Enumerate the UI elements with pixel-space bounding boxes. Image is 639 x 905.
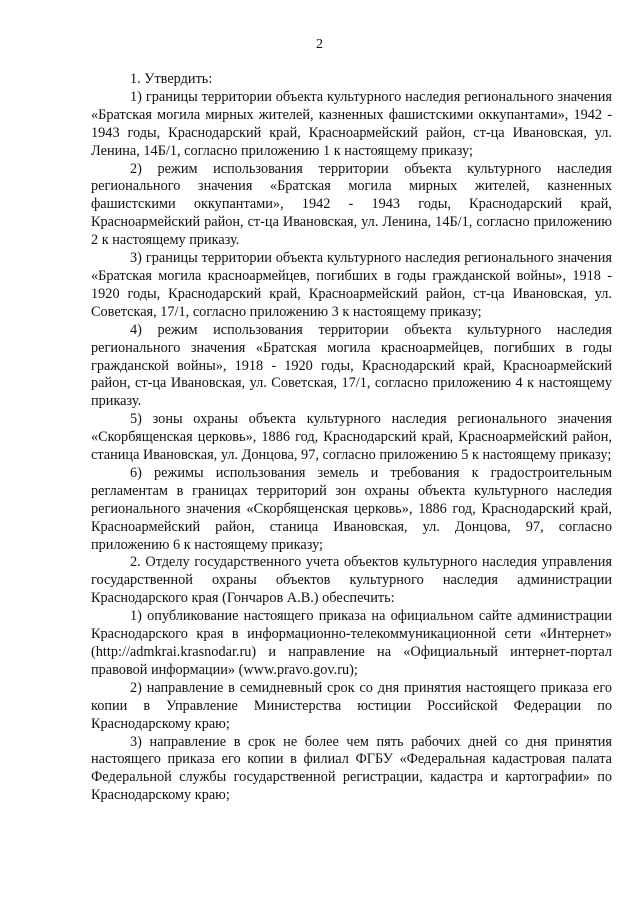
clause-2-item-3: 3) направление в срок не более чем пять рабочих дней со дня принятия настоящего приказа его копии в филиал ФГБУ «Федеральная кадастровая палата Федеральной службы государственной регистрации, кадастра и картографии» по Краснодарскому краю; [91,733,612,804]
clause-1-item-3: 3) границы территории объекта культурного наследия регионального значения «Братская могила красноармейцев, погибших в годы гражданской войны», 1918 - 1920 годы, Краснодарский край, Красноармейский район, ст-ца Ивановская, ул. Советская, 17/1, согласно приложению 3 к настоящему приказу; [91,250,612,320]
clause-2-item-2: 2) направление в семидневный срок со дня принятия настоящего приказа его копии в Управление Министерства юстиции Российской Федерации по Краснодарскому краю; [91,679,612,732]
clause-1-heading: 1. Утвердить: [130,71,213,87]
clause-1-item-1: 1) границы территории объекта культурного наследия регионального значения «Братская могила мирных жителей, казненных фашистскими оккупантами», 1942 - 1943 годы, Краснодарский край, Красноармейский район, ст-ца Ивановская, ул. Ленина, 14Б/1, согласно приложению 1 к настоящему приказу; [91,88,612,159]
clause-1-item-6: 6) режимы использования земель и требования к градостроительным регламентам в границах территорий зон охраны объекта культурного наследия регионального значения «Скорбященская церковь», 1886 год, Краснодарский край, Красноармейский район, станица Ивановская, ул. Донцова, 97, согласно приложению 6 к настоящему приказу; [91,464,612,553]
clause-1-item-5: 5) зоны охраны объекта культурного наследия регионального значения «Скорбященская церковь», 1886 год, Краснодарский край, Красноармейский район, станица Ивановская, ул. Донцова, 97, согласно приложению 5 к настоящему приказу; [91,411,612,464]
clause-1-item-2: 2) режим использования территории объекта культурного наследия регионального значения «Братская могила мирных жителей, казненных фашистскими оккупантами», 1942 - 1943 годы, Краснодарский край, Красноармейский район, ст-ца Ивановская, ул. Ленина, 14Б/1, согласно приложению 2 к настоящему приказу. [91,160,612,249]
clause-2-heading: 2. Отделу государственного учета объектов культурного наследия управления государственной охраны объектов культурного наследия администрации Краснодарского края (Гончаров А.В.) обеспечить: [91,554,612,607]
clause-1-item-4: 4) режим использования территории объекта культурного наследия регионального значения «Братская могила красноармейцев, погибших в годы гражданской войны», 1918 - 1920 годы, Краснодарский край, Красноармейский район, ст-ца Ивановская, ул. Советская, 17/1, согласно приложению 4 к настоящему приказу. [91,321,612,410]
document-body [91,71,612,805]
page-number: 2 [316,37,323,52]
clause-2-item-1: 1) опубликование настоящего приказа на официальном сайте администрации Краснодарского края в информационно-телекоммуникационной сети «Интернет» (http://admkrai.krasnodar.ru) и направление на «Официальный интернет-портал правовой информации» (www.pravo.gov.ru); [91,608,612,678]
